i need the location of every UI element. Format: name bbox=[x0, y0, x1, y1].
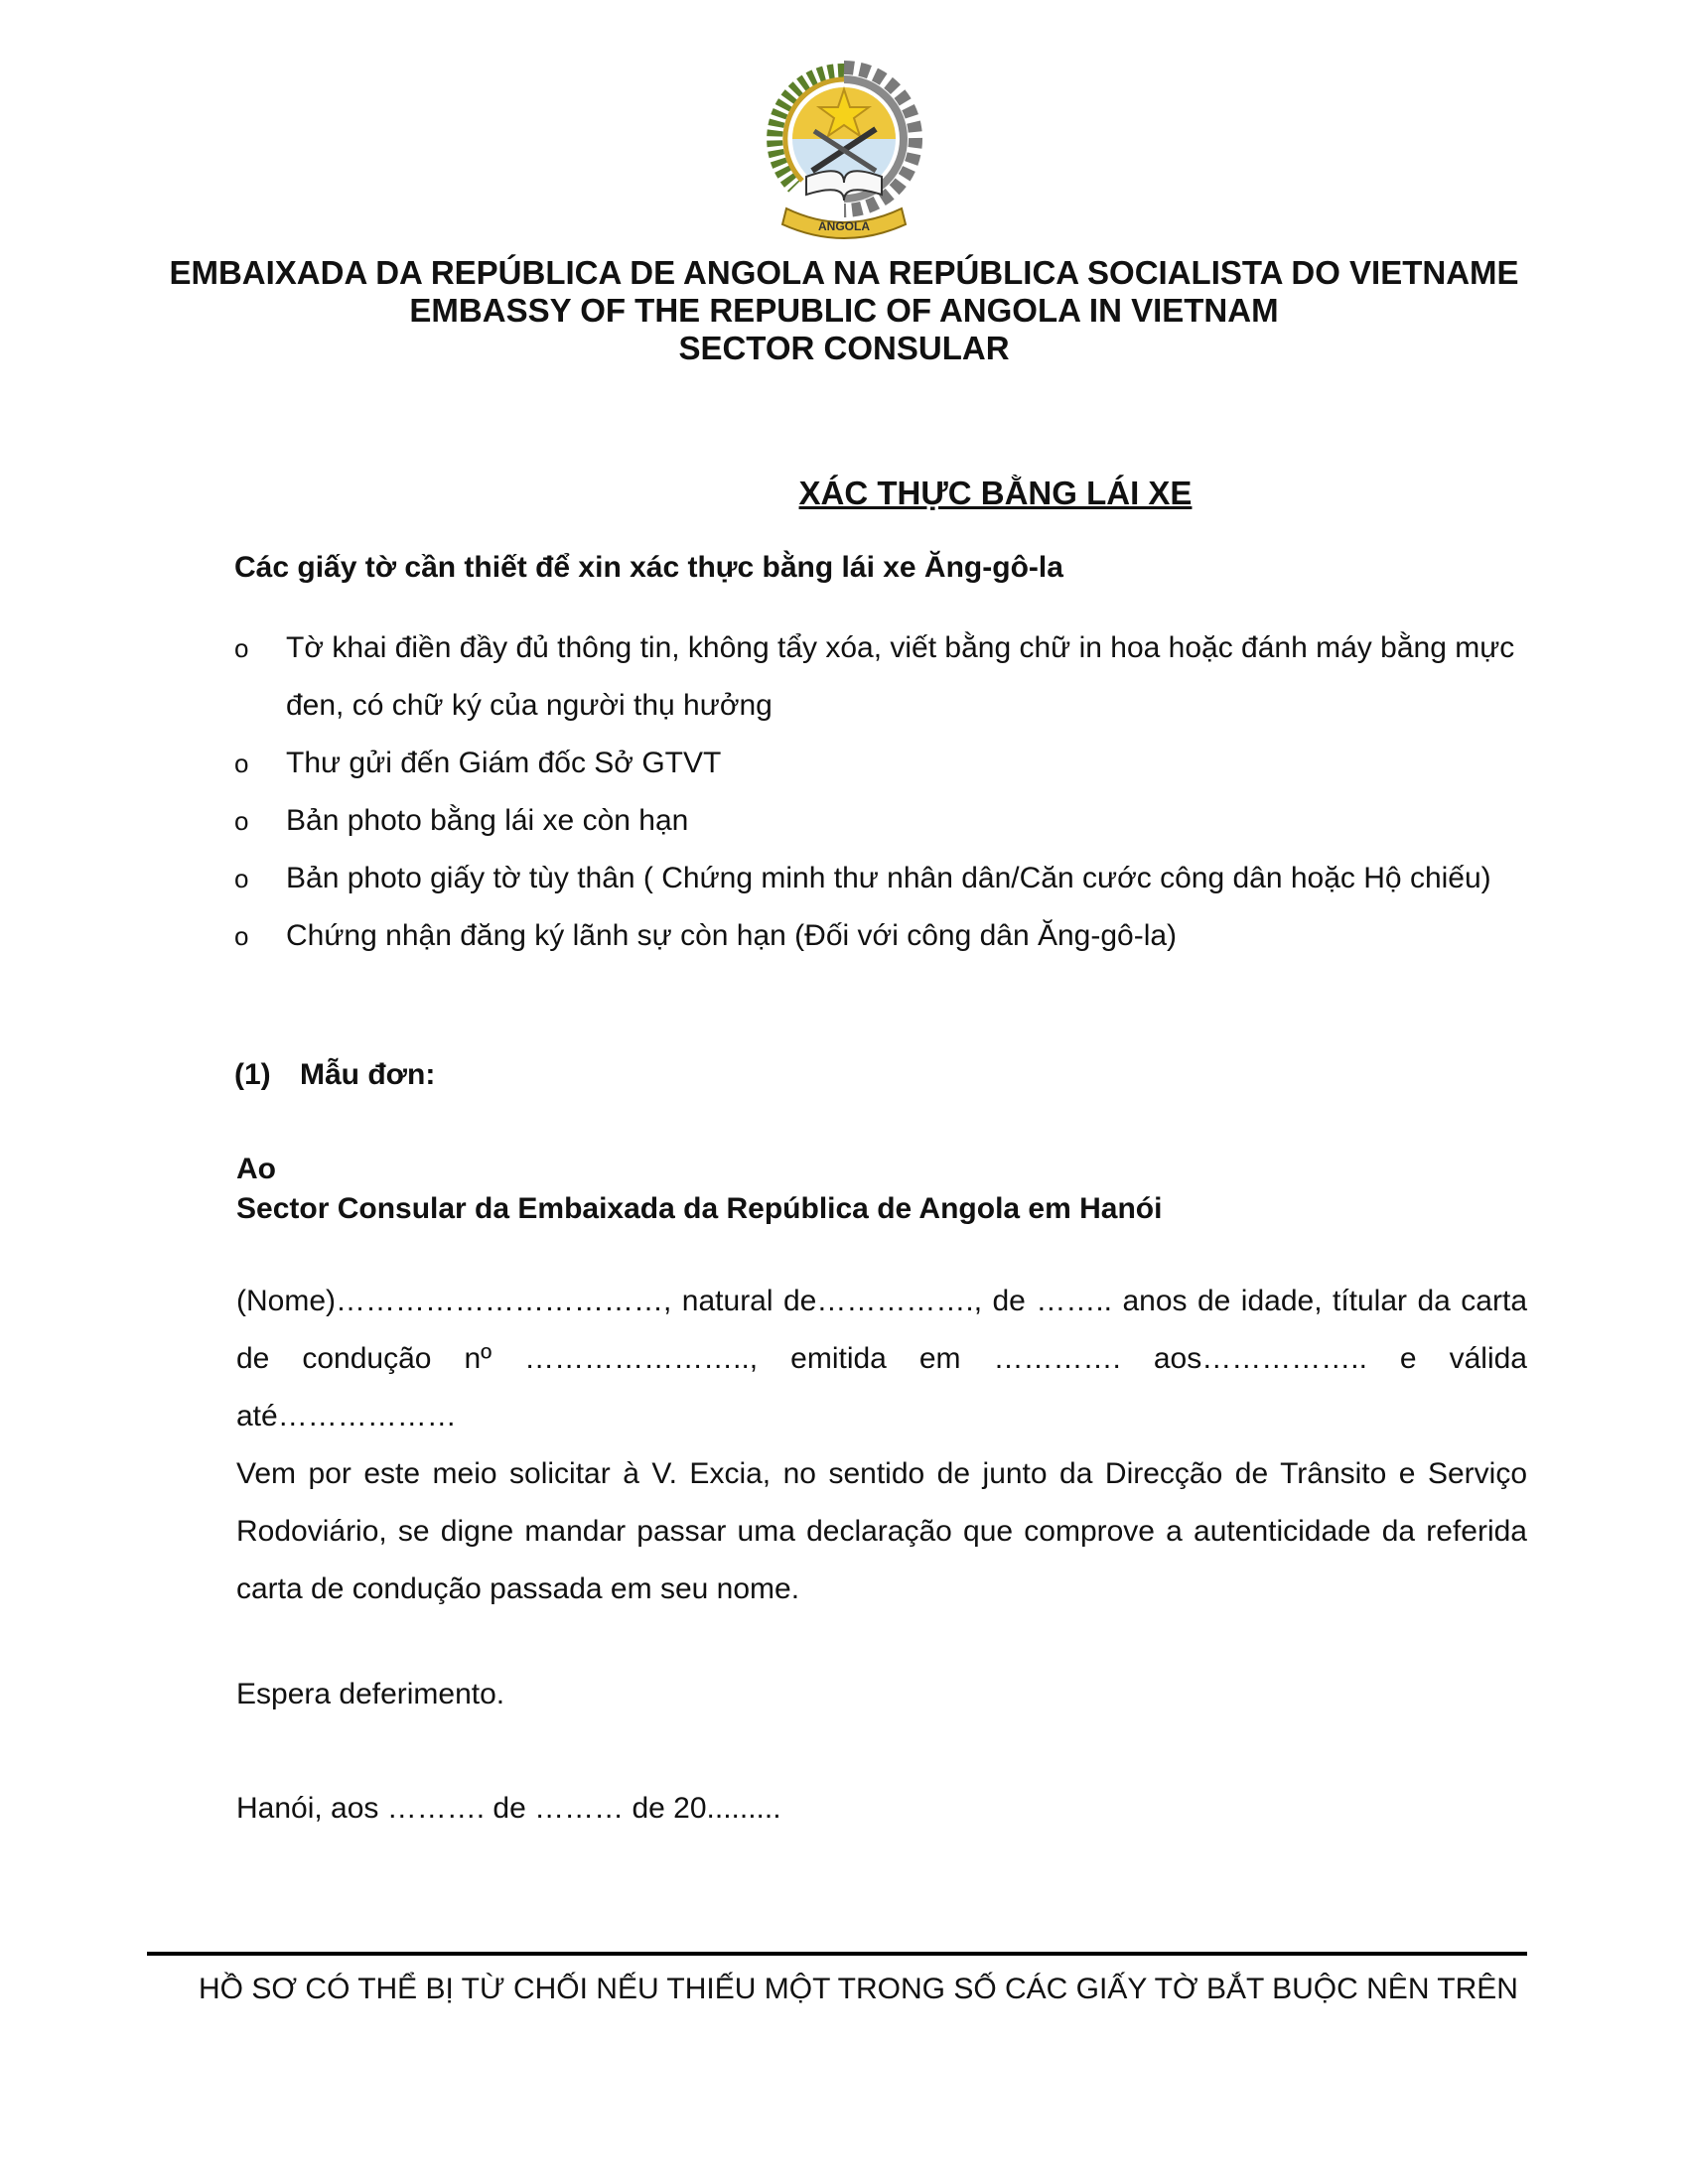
addressee-line: Ao bbox=[236, 1153, 276, 1185]
bullet-icon: o bbox=[234, 921, 249, 951]
bullet-icon: o bbox=[234, 749, 249, 778]
requirements-list bbox=[234, 619, 1535, 965]
bullet-icon: o bbox=[234, 806, 249, 836]
list-item-text: Chứng nhận đăng ký lãnh sự còn hạn (Đối với công dân Ăng-gô-la) bbox=[286, 919, 1178, 952]
document-header bbox=[99, 254, 1589, 367]
list-item bbox=[234, 850, 1535, 907]
list-item-text: Bản photo giấy tờ tùy thân ( Chứng minh thư nhân dân/Căn cước công dân hoặc Hộ chiếu) bbox=[286, 862, 1491, 894]
form-date-line: Hanói, aos ………. de ……… de 20......... bbox=[236, 1792, 781, 1825]
list-item-text: Thư gửi đến Giám đốc Sở GTVT bbox=[286, 747, 722, 779]
list-item bbox=[234, 735, 1535, 792]
bullet-icon: o bbox=[234, 633, 249, 663]
section-label: Mẫu đơn: bbox=[300, 1058, 436, 1091]
header-line-sector: SECTOR CONSULAR bbox=[678, 330, 1010, 366]
angola-coat-of-arms-icon bbox=[765, 60, 923, 248]
list-item bbox=[234, 907, 1535, 965]
form-closing: Espera deferimento. bbox=[236, 1678, 505, 1710]
addressee-line: Sector Consular da Embaixada da República de Angola em Hanói bbox=[236, 1192, 1163, 1225]
list-item bbox=[234, 792, 1535, 850]
list-item-text: Bản photo bằng lái xe còn hạn bbox=[286, 804, 689, 837]
header-line-portuguese: EMBAIXADA DA REPÚBLICA DE ANGOLA NA REPÚBLICA SOCIALISTA DO VIETNAME bbox=[169, 254, 1519, 291]
form-addressee bbox=[236, 1150, 1162, 1229]
footer-divider bbox=[147, 1952, 1527, 1956]
form-body bbox=[236, 1273, 1527, 1618]
list-item bbox=[234, 619, 1535, 735]
list-item-text: Tờ khai điền đầy đủ thông tin, không tẩy xóa, viết bằng chữ in hoa hoặc đánh máy bằng mực đen, có chữ ký của người thụ hưởng bbox=[286, 631, 1515, 722]
header-line-english: EMBASSY OF THE REPUBLIC OF ANGOLA IN VIETNAM bbox=[409, 292, 1279, 329]
form-paragraph-applicant: (Nome)……………………………, natural de……………., de …….. anos de idade, títular da carta de condução nº ………………….., emitida em …………. aos…………….. e válida até……………… bbox=[236, 1285, 1527, 1433]
footer-warning: HỒ SƠ CÓ THỂ BỊ TỪ CHỐI NẾU THIẾU MỘT TRONG SỐ CÁC GIẤY TỜ BẮT BUỘC NÊN TRÊN bbox=[199, 1973, 1518, 2005]
emblem-banner-text: ANGOLA bbox=[818, 219, 870, 233]
section-heading bbox=[234, 1058, 435, 1092]
section-number: (1) bbox=[234, 1058, 271, 1091]
bullet-icon: o bbox=[234, 864, 249, 893]
page-title: XÁC THỰC BẰNG LÁI XE bbox=[798, 475, 1193, 511]
requirements-subtitle: Các giấy tờ cần thiết để xin xác thực bằng lái xe Ăng-gô-la bbox=[234, 551, 1063, 584]
form-paragraph-request: Vem por este meio solicitar à V. Excia, no sentido de junto da Direcção de Trânsito e Serviço Rodoviário, se digne mandar passar uma declaração que comprove a autenticidade da referida carta de condução passada em seu nome. bbox=[236, 1457, 1527, 1605]
